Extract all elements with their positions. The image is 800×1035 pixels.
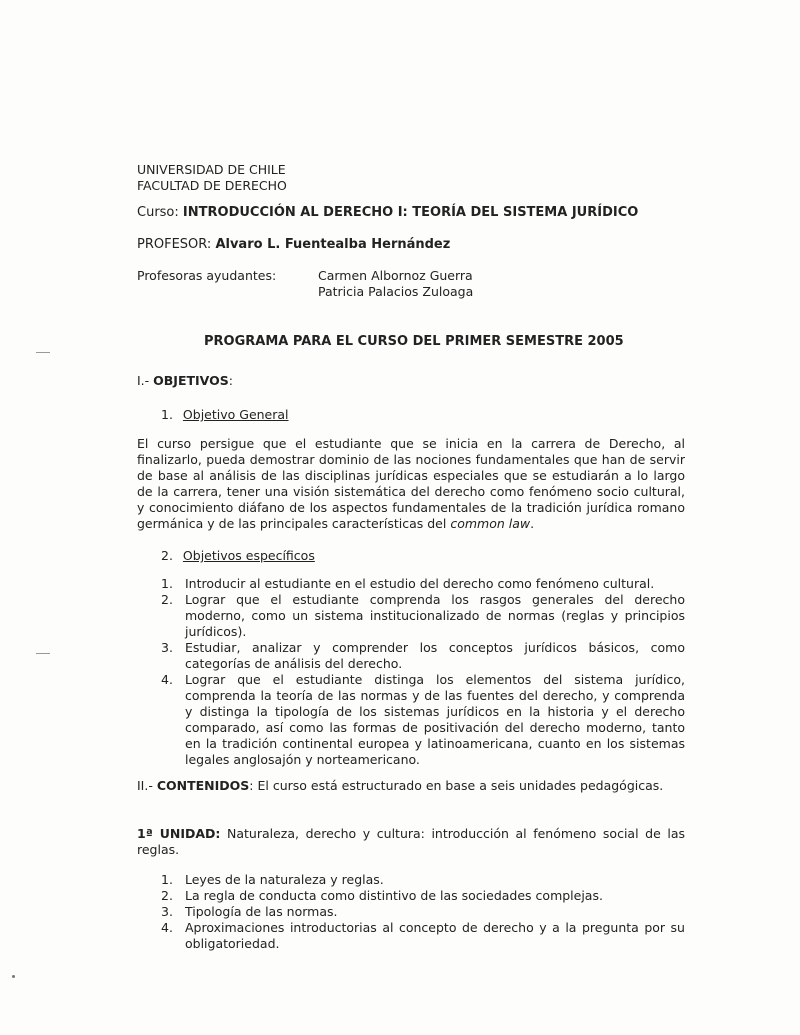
contents-heading-num: II.- — [137, 778, 153, 793]
list-item-text: Lograr que el estudiante distinga los elementos del sistema jurídico, comprenda la teoría de las normas y de las fuentes del derecho, y comprenda y distinga la tipología de los sistemas jurídicos en la historia y el derecho comparado, así como las formas de positivación del derecho moderno, tanto en la tradición continental europea y latinoamericana, cuanto en los sistemas legales anglosajón y norteamericano. — [185, 672, 685, 767]
list-item-text: Aproximaciones introductorias al concepto de derecho y a la pregunta por su obligatoriedad. — [185, 920, 685, 951]
general-objective-heading — [161, 407, 289, 423]
list-item — [161, 904, 685, 920]
unit1-label: 1ª UNIDAD: — [137, 826, 221, 841]
list-item-text: Introducir al estudiante en el estudio del derecho como fenómeno cultural. — [185, 576, 655, 591]
course-line — [137, 205, 638, 221]
assistants-label: Profesoras ayudantes: — [137, 268, 277, 283]
course-name: INTRODUCCIÓN AL DERECHO I: TEORÍA DEL SISTEMA JURÍDICO — [182, 205, 639, 220]
scan-mark — [36, 352, 50, 353]
list-item-num: 3. — [161, 640, 173, 655]
list-item-text: La regla de conducta como distintivo de las sociedades complejas. — [185, 888, 603, 903]
list-item — [161, 576, 685, 592]
objectives-heading-colon: : — [228, 373, 233, 388]
list-item-num: 1. — [161, 872, 173, 887]
contents-intro: : El curso está estructurado en base a seis unidades pedagógicas. — [249, 778, 664, 793]
list-item-num: 2. — [161, 592, 173, 607]
specific-objectives-title: Objetivos específicos — [182, 548, 315, 563]
general-objective-end: . — [530, 516, 535, 531]
list-item — [161, 872, 685, 888]
list-item-text: Leyes de la naturaleza y reglas. — [185, 872, 384, 887]
specific-objectives-list — [161, 576, 685, 768]
list-item-num: 4. — [161, 920, 173, 935]
list-item-num: 2. — [161, 888, 173, 903]
unit1-list — [161, 872, 685, 952]
assistant-name: Patricia Palacios Zuloaga — [318, 284, 474, 299]
course-label: Curso: — [137, 205, 179, 220]
list-item — [161, 888, 685, 904]
general-objective-text — [137, 436, 685, 532]
faculty-name: FACULTAD DE DERECHO — [137, 178, 287, 193]
scan-dot — [12, 975, 15, 978]
list-item-text: Tipología de las normas. — [185, 904, 338, 919]
general-objective-title: Objetivo General — [182, 407, 289, 422]
objectives-heading — [137, 373, 233, 389]
professor-label: PROFESOR: — [137, 237, 212, 252]
specific-objectives-heading — [161, 548, 315, 564]
program-title: PROGRAMA PARA EL CURSO DEL PRIMER SEMESTRE 2005 — [204, 334, 624, 349]
professor-line — [137, 237, 450, 253]
general-objective-num: 1. — [161, 407, 173, 422]
contents-heading — [137, 778, 685, 794]
list-item-num: 1. — [161, 576, 173, 591]
objectives-heading-text: OBJETIVOS — [153, 373, 229, 388]
list-item — [161, 592, 685, 640]
specific-objectives-num: 2. — [161, 548, 173, 563]
general-objective-body: El curso persigue que el estudiante que se inicia en la carrera de Derecho, al finalizarlo, pueda demostrar dominio de las nociones fundamentales que han de servir de base al análisis de las disciplinas jurídicas especiales que se estudiarán a lo largo de la carrera, tener una visión sistemática del derecho como fenómeno socio cultural, y conocimiento diáfano de los aspectos fundamentales de la tradición jurídica romano germánica y de las principales características del — [137, 436, 685, 531]
assistant-name: Carmen Albornoz Guerra — [318, 268, 473, 283]
list-item — [161, 920, 685, 952]
professor-name: Alvaro L. Fuentealba Hernández — [215, 237, 451, 252]
contents-heading-text: CONTENIDOS — [156, 778, 250, 793]
objectives-heading-num: I.- — [137, 373, 150, 388]
list-item — [161, 672, 685, 768]
list-item — [161, 640, 685, 672]
list-item-text: Lograr que el estudiante comprenda los rasgos generales del derecho moderno, como un sistema institucionalizado de normas (reglas y principios jurídicos). — [185, 592, 685, 639]
unit1-title: Naturaleza, derecho y cultura: introducción al fenómeno social de las reglas. — [137, 826, 685, 857]
common-law-term: common law — [450, 516, 531, 531]
list-item-num: 3. — [161, 904, 173, 919]
scan-mark — [36, 653, 50, 654]
list-item-text: Estudiar, analizar y comprender los conceptos jurídicos básicos, como categorías de análisis del derecho. — [185, 640, 685, 671]
unit1-heading — [137, 826, 685, 858]
university-name: UNIVERSIDAD DE CHILE — [137, 162, 286, 177]
list-item-num: 4. — [161, 672, 173, 687]
